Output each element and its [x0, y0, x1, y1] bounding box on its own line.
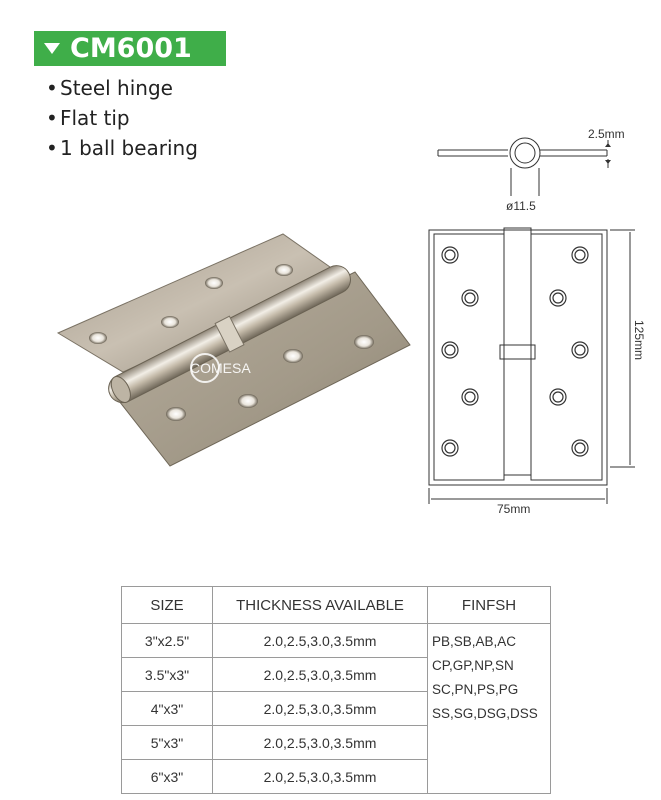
thickness-cell: 2.0,2.5,3.0,3.5mm [213, 658, 428, 692]
svg-text:COMESA: COMESA [190, 360, 251, 376]
diameter-label: ø11.5 [506, 199, 536, 213]
thickness-cell: 2.0,2.5,3.0,3.5mm [213, 692, 428, 726]
dimension-lines [429, 230, 635, 504]
thickness-cell: 2.0,2.5,3.0,3.5mm [213, 726, 428, 760]
thickness-cell: 2.0,2.5,3.0,3.5mm [213, 760, 428, 794]
column-header-size: SIZE [122, 587, 213, 624]
front-view [429, 228, 607, 485]
size-cell: 3.5"x3" [122, 658, 213, 692]
feature-item: • Flat tip [46, 106, 130, 130]
cross-section-view [438, 138, 608, 196]
size-cell: 5"x3" [122, 726, 213, 760]
spec-table [121, 586, 551, 794]
feature-item: • 1 ball bearing [46, 136, 198, 160]
height-label: 125mm [632, 320, 646, 361]
feature-item: • Steel hinge [46, 76, 173, 100]
finish-line: PB,SB,AB,AC [432, 634, 517, 649]
finish-line: SS,SG,DSG,DSS [432, 706, 538, 721]
finish-cell [428, 624, 551, 794]
width-label: 75mm [497, 502, 531, 516]
finish-line: CP,GP,NP,SN [432, 658, 514, 673]
size-cell: 6"x3" [122, 760, 213, 794]
thickness-label: 2.5mm [588, 127, 625, 141]
table-header-row [122, 587, 551, 624]
product-code: CM6001 [70, 33, 192, 64]
column-header-finish: FINFSH [428, 587, 551, 624]
column-header-thickness: THICKNESS AVAILABLE [213, 587, 428, 624]
finish-line: SC,PN,PS,PG [432, 682, 519, 697]
table-row [122, 624, 551, 658]
size-cell: 3"x2.5" [122, 624, 213, 658]
size-cell: 4"x3" [122, 692, 213, 726]
thickness-cell: 2.0,2.5,3.0,3.5mm [213, 624, 428, 658]
